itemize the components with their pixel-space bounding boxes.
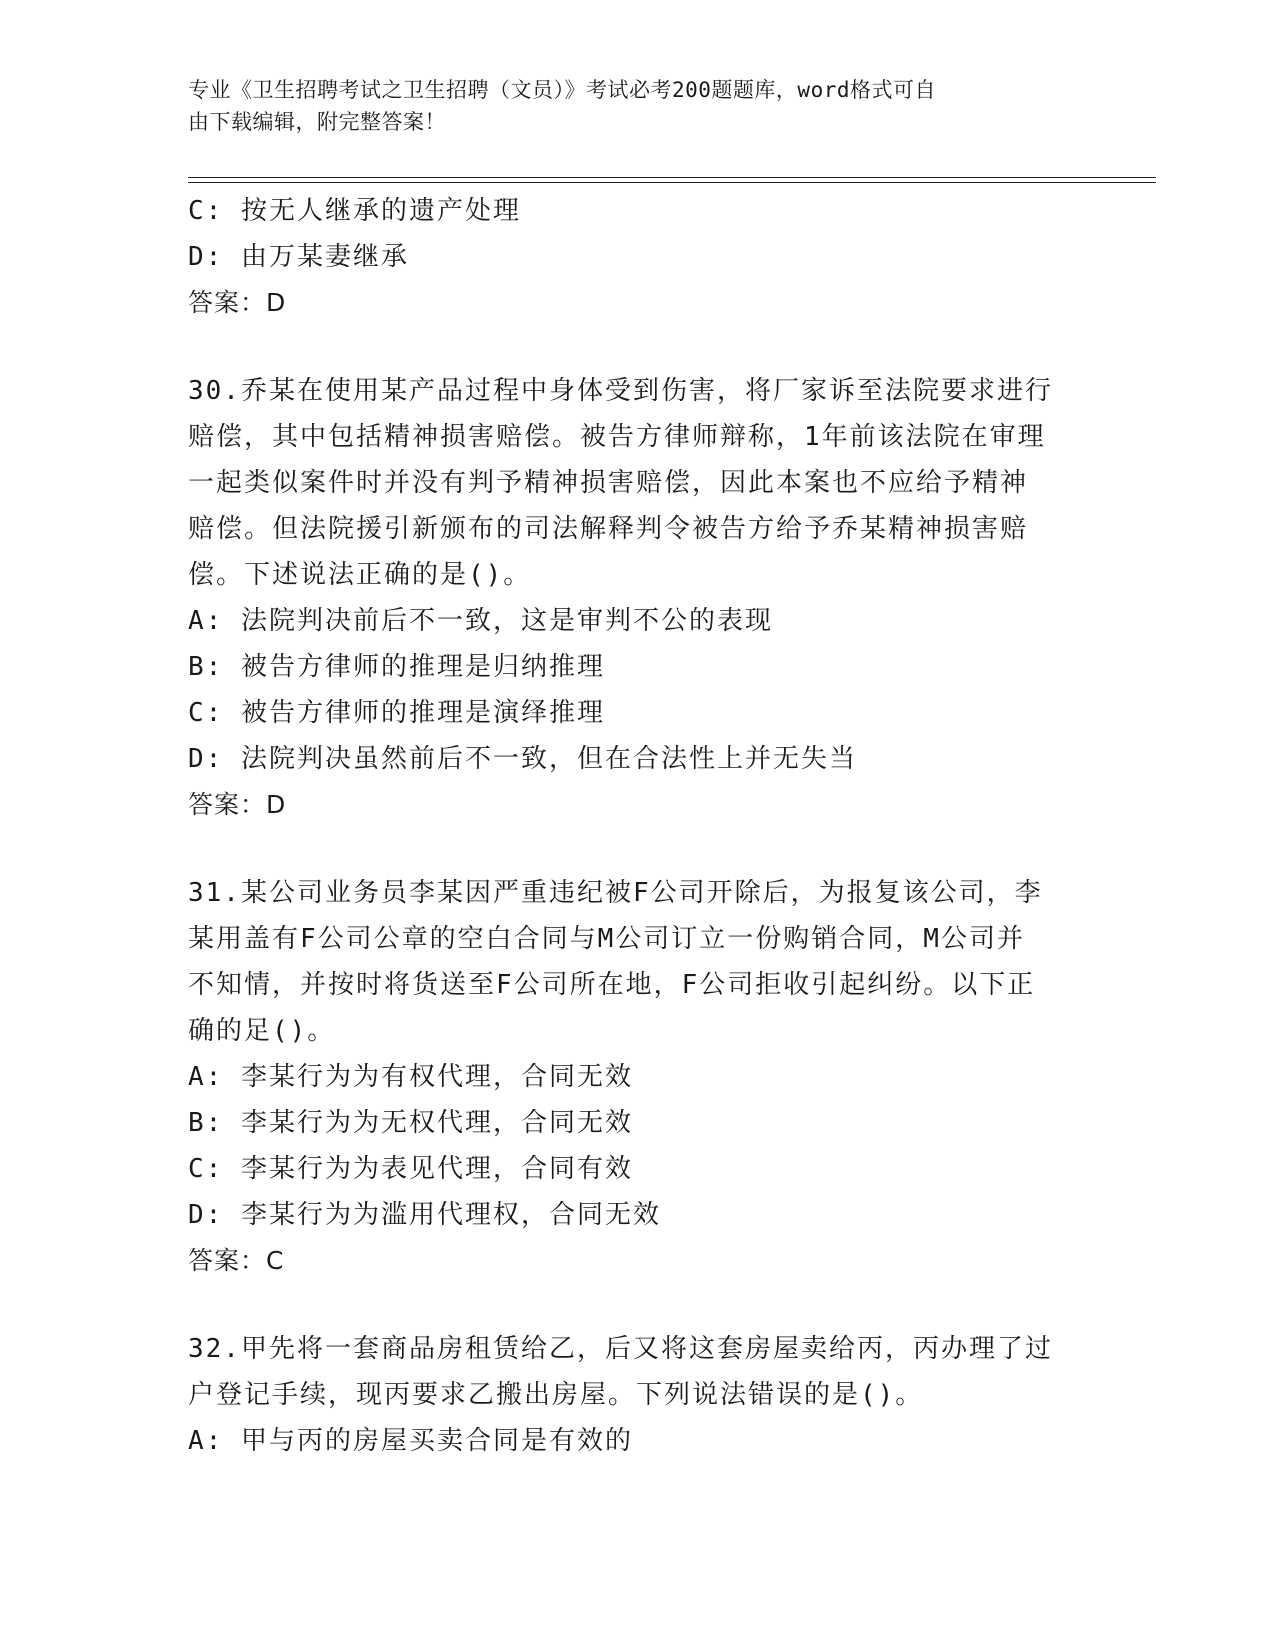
question-stem-line: 偿。下述说法正确的是()。 bbox=[188, 560, 532, 590]
option-d: D: 法院判决虽然前后不一致，但在合法性上并无失当 bbox=[188, 744, 857, 774]
header-line-2: 由下载编辑，附完整答案！ bbox=[188, 110, 446, 134]
question-31 bbox=[188, 870, 1088, 1284]
option-b: B: 李某行为为无权代理，合同无效 bbox=[188, 1108, 633, 1138]
answer-line: 答案：D bbox=[188, 288, 287, 317]
option-a: A: 法院判决前后不一致，这是审判不公的表现 bbox=[188, 606, 773, 636]
question-stem-line: 赔偿，其中包括精神损害赔偿。被告方律师辩称，1年前该法院在审理 bbox=[188, 422, 1046, 452]
question-stem-line: 31.某公司业务员李某因严重违纪被F公司开除后，为报复该公司，李 bbox=[188, 878, 1043, 908]
question-30 bbox=[188, 368, 1088, 828]
header-divider-top bbox=[188, 177, 1156, 178]
question-stem-line: 某用盖有F公司公章的空白合同与M公司订立一份购销合同，M公司并 bbox=[188, 924, 1025, 954]
question-stem-line: 户登记手续，现丙要求乙搬出房屋。下列说法错误的是()。 bbox=[188, 1380, 924, 1410]
option-a: A: 甲与丙的房屋买卖合同是有效的 bbox=[188, 1426, 633, 1456]
header-divider-bottom bbox=[188, 182, 1156, 183]
question-32 bbox=[188, 1326, 1088, 1464]
answer-line: 答案：D bbox=[188, 790, 287, 819]
spacer bbox=[188, 1284, 1088, 1326]
option-c: C: 李某行为为表见代理，合同有效 bbox=[188, 1154, 633, 1184]
option-d: D: 李某行为为滥用代理权，合同无效 bbox=[188, 1200, 661, 1230]
document-body bbox=[188, 188, 1088, 1464]
option-c: C: 被告方律师的推理是演绎推理 bbox=[188, 698, 605, 728]
option-a: A: 李某行为为有权代理，合同无效 bbox=[188, 1062, 633, 1092]
answer-line: 答案：C bbox=[188, 1246, 285, 1275]
question-stem-line: 32.甲先将一套商品房租赁给乙，后又将这套房屋卖给丙，丙办理了过 bbox=[188, 1334, 1053, 1364]
prev-question bbox=[188, 188, 1088, 326]
spacer bbox=[188, 828, 1088, 870]
question-stem-line: 不知情，并按时将货送至F公司所在地，F公司拒收引起纠纷。以下正 bbox=[188, 970, 1036, 1000]
question-stem-line: 一起类似案件时并没有判予精神损害赔偿，因此本案也不应给予精神 bbox=[188, 468, 1029, 498]
question-stem-line: 赔偿。但法院援引新颁布的司法解释判令被告方给予乔某精神损害赔 bbox=[188, 514, 1029, 544]
question-stem-line: 30.乔某在使用某产品过程中身体受到伤害，将厂家诉至法院要求进行 bbox=[188, 376, 1053, 406]
document-header bbox=[188, 74, 1088, 138]
option-d: D: 由万某妻继承 bbox=[188, 242, 409, 272]
option-c: C: 按无人继承的遗产处理 bbox=[188, 196, 521, 226]
spacer bbox=[188, 326, 1088, 368]
header-line-1: 专业《卫生招聘考试之卫生招聘（文员）》考试必考200题题库，word格式可自 bbox=[188, 78, 936, 102]
option-b: B: 被告方律师的推理是归纳推理 bbox=[188, 652, 605, 682]
question-stem-line: 确的足()。 bbox=[188, 1016, 336, 1046]
